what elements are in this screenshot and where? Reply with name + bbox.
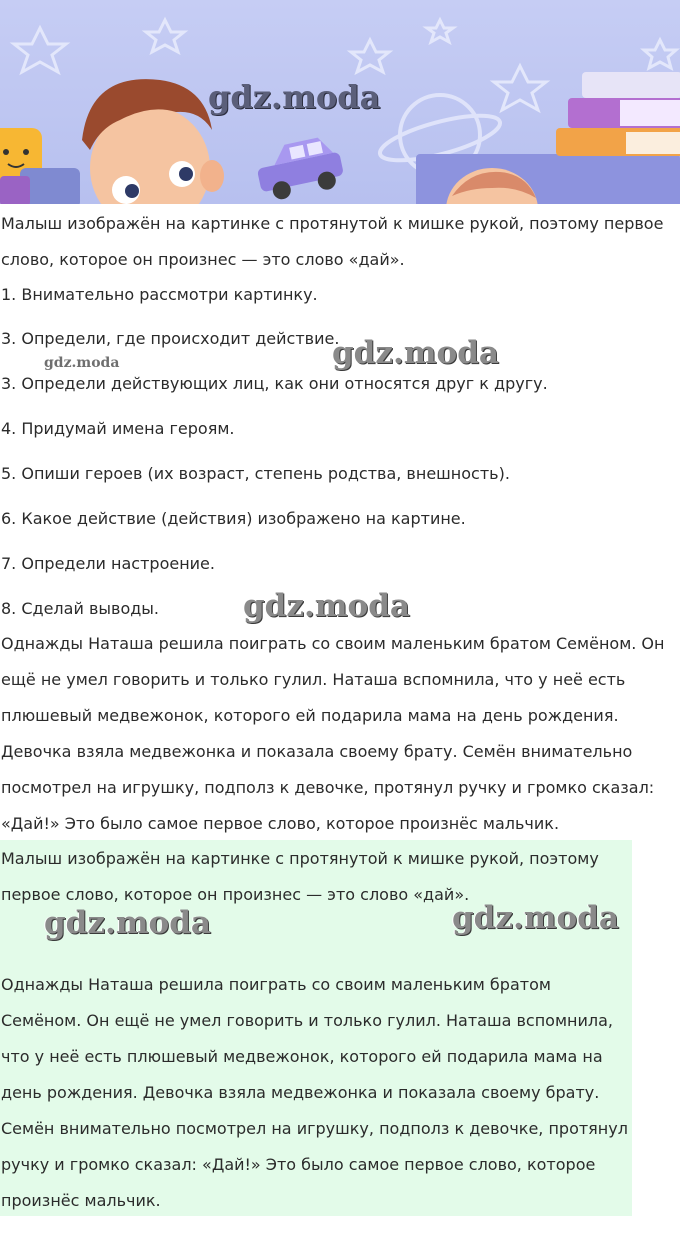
answer-story-line: Семёном. Он ещё не умел говорить и только гулил. Наташа вспомнила,	[1, 1011, 613, 1030]
answer-story-line: день рождения. Девочка взяла медвежонка и показала своему брату.	[1, 1083, 600, 1102]
story-line: ещё не умел говорить и только гулил. Наташа вспомнила, что у неё есть	[1, 670, 626, 689]
answer-story-line: Однажды Наташа решила поиграть со своим маленьким братом	[1, 975, 551, 994]
watermark: gdz.moda	[452, 900, 619, 936]
answer-story-line: что у неё есть плюшевый медвежонок, которого ей подарила мама на	[1, 1047, 603, 1066]
story-line: плюшевый медвежонок, которого ей подарила мама на день рождения.	[1, 706, 619, 725]
header-banner	[0, 0, 680, 204]
step-item: 1. Внимательно рассмотри картинку.	[1, 285, 318, 304]
answer-story-line: ручку и громко сказал: «Дай!» Это было самое первое слово, которое	[1, 1155, 596, 1174]
watermark: gdz.moda	[44, 905, 211, 941]
watermark: gdz.moda	[208, 78, 381, 116]
answer-story-line: произнёс мальчик.	[1, 1191, 161, 1210]
story-line: посмотрел на игрушку, подполз к девочке, протянул ручку и громко сказал:	[1, 778, 655, 797]
intro-line: слово, которое он произнес — это слово «дай».	[1, 250, 405, 269]
step-item: 6. Какое действие (действия) изображено на картине.	[1, 509, 466, 528]
answer-intro-line: Малыш изображён на картинке с протянутой к мишке рукой, поэтому	[1, 849, 599, 868]
step-item: 8. Сделай выводы.	[1, 599, 160, 618]
answer-intro-line: первое слово, которое он произнес — это слово «дай».	[1, 885, 470, 904]
watermark: gdz.moda	[243, 588, 410, 624]
step-item: 7. Определи настроение.	[1, 554, 215, 573]
step-item: 4. Придумай имена героям.	[1, 419, 235, 438]
answer-story-line: Семён внимательно посмотрел на игрушку, подполз к девочке, протянул	[1, 1119, 628, 1138]
story-line: Девочка взяла медвежонка и показала своему брату. Семён внимательно	[1, 742, 633, 761]
intro-line: Малыш изображён на картинке с протянутой к мишке рукой, поэтому первое	[1, 214, 664, 233]
step-item: 3. Определи, где происходит действие.	[1, 329, 340, 348]
step-item: 3. Определи действующих лиц, как они относятся друг к другу.	[1, 374, 548, 393]
step-item: 5. Опиши героев (их возраст, степень родства, внешность).	[1, 464, 510, 483]
watermark: gdz.moda	[44, 355, 120, 371]
story-line: «Дай!» Это было самое первое слово, которое произнёс мальчик.	[1, 814, 560, 833]
watermark: gdz.moda	[332, 335, 499, 371]
story-line: Однажды Наташа решила поиграть со своим маленьким братом Семёном. Он	[1, 634, 665, 653]
